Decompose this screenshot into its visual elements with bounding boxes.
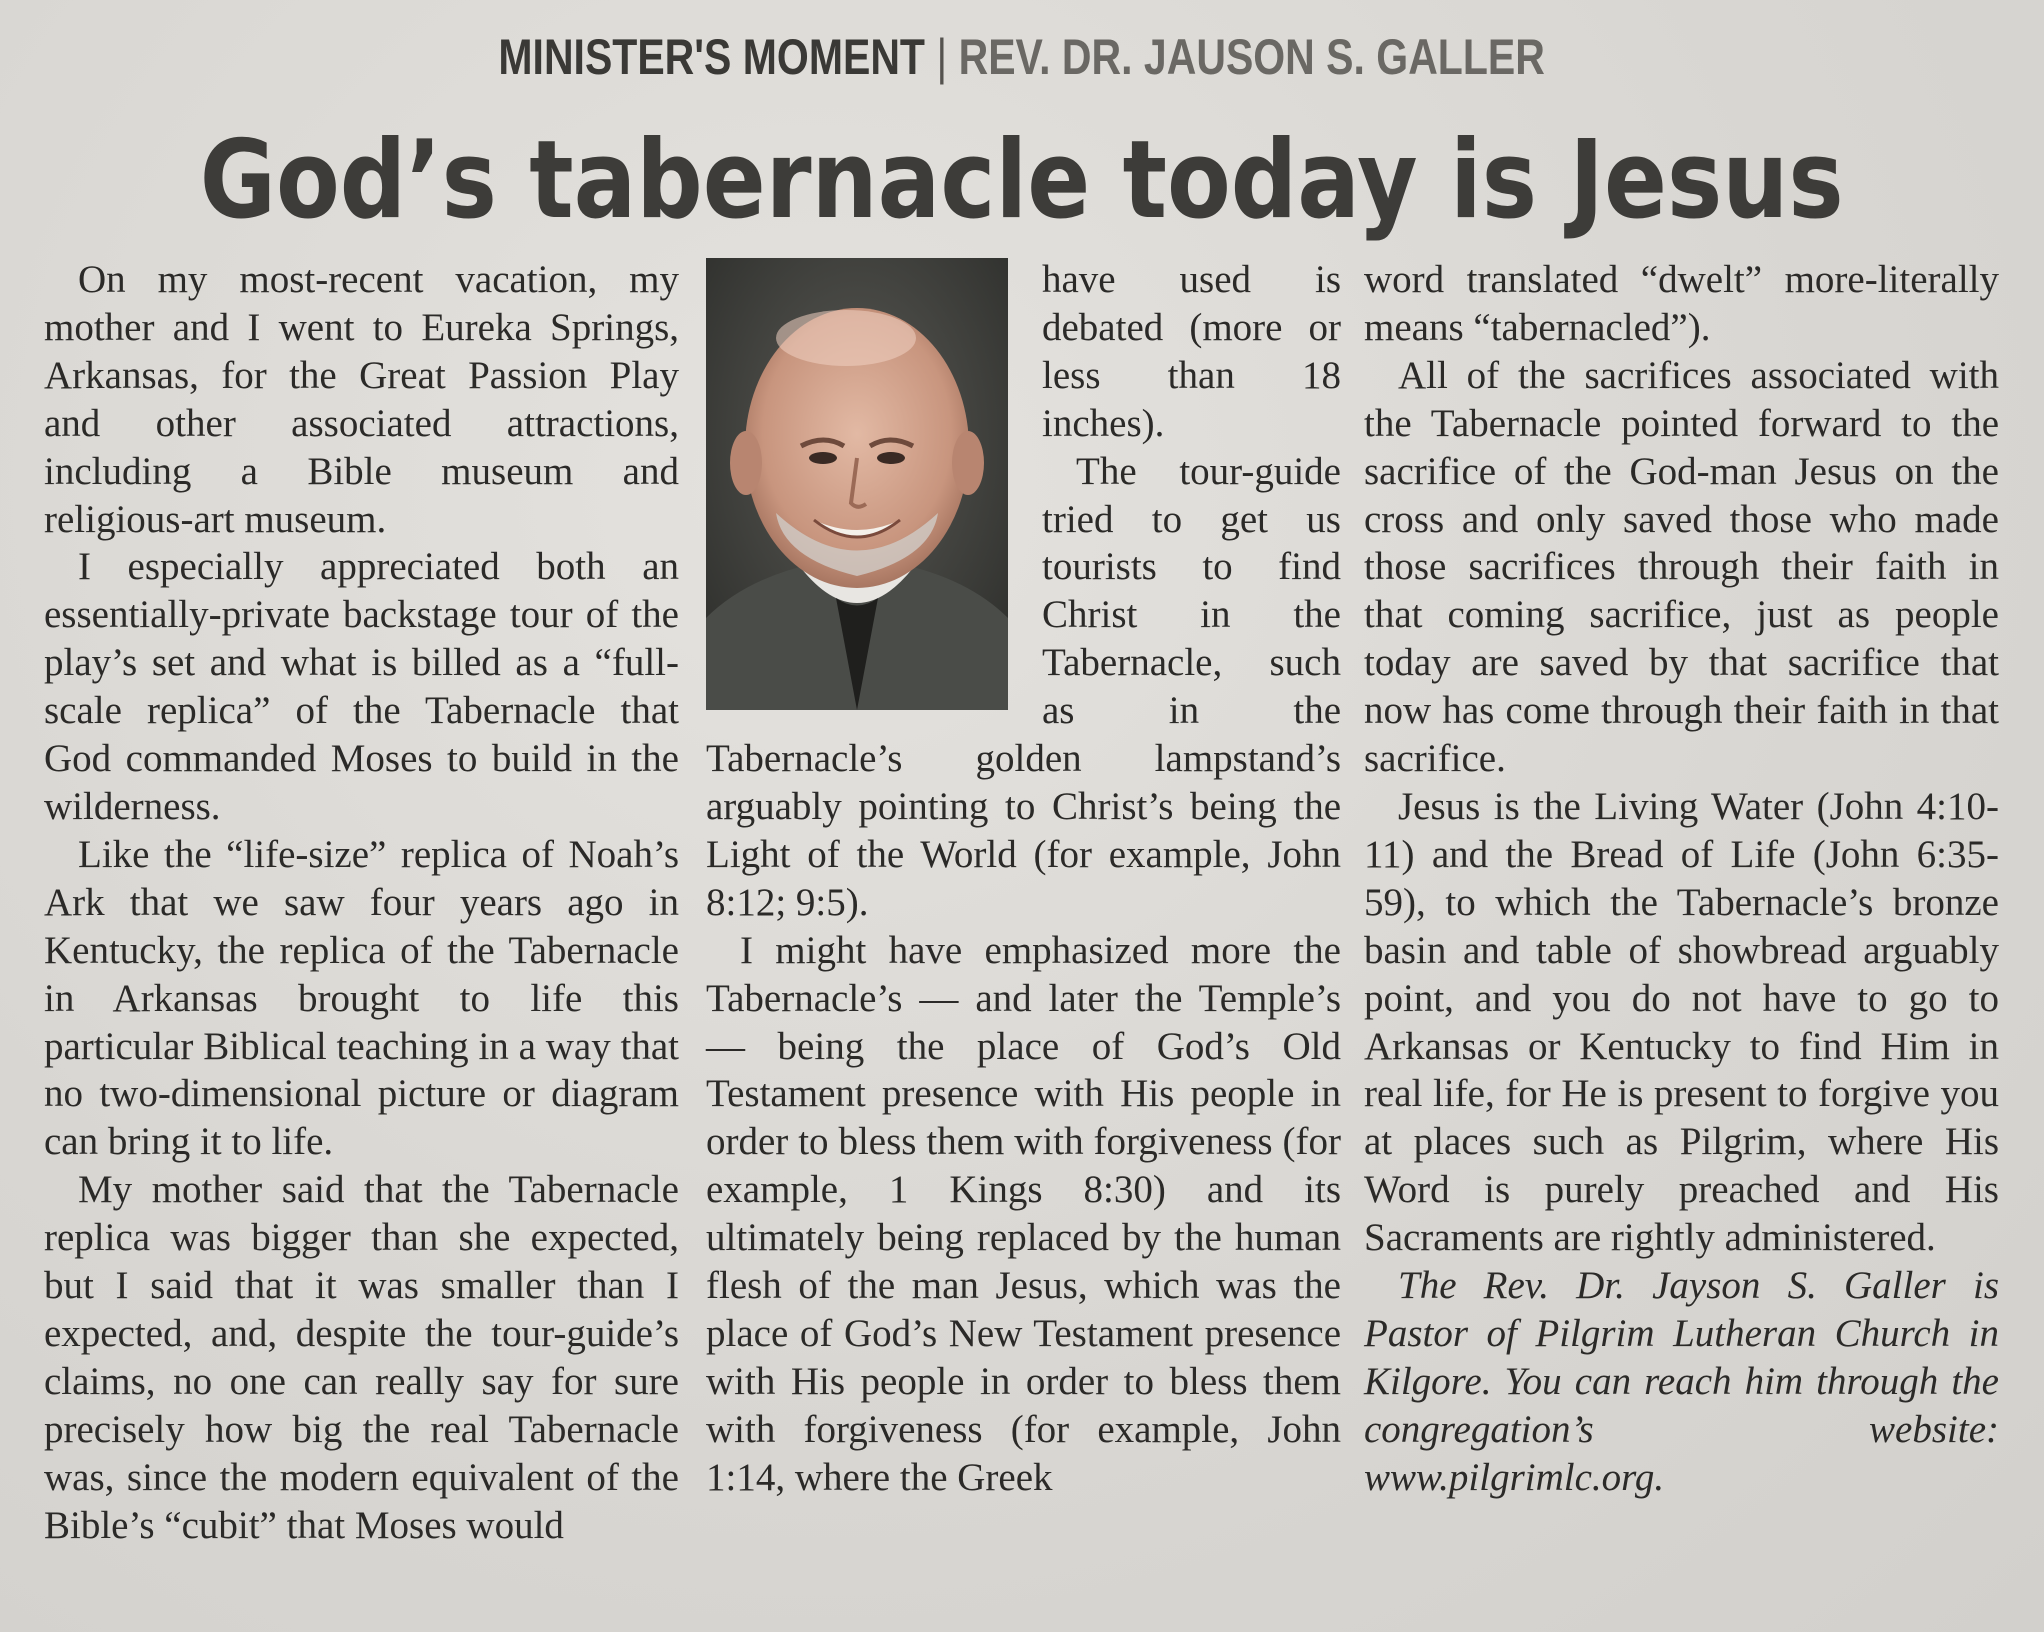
kicker-section: MINISTER'S MOMENT — [498, 29, 925, 85]
paragraph: Like the “life-size” replica of Noah’s Ark that we saw four years ago in Kentucky, the replica of the Tabernacle in Arkansas brought to life this particular Biblical teaching in a way that no two-dimensional picture or diagram can bring it to life. — [44, 832, 679, 1164]
paragraph: I especially appreciated both an essentially-private backstage tour of the play’s set and what is billed as a “full-scale replica” of the Tabernacle that God commanded Moses to build in the wilderness. — [44, 545, 679, 828]
author-portrait-image — [706, 258, 1008, 710]
author-bio: The Rev. Dr. Jayson S. Galler is Pastor of Pilgrim Lutheran Church in Kilgore. You can reach him through the congregation’s website: www.pilgrimlc.org. — [1364, 1264, 1999, 1499]
paragraph: Jesus is the Living Water (John 4:10-11) and the Bread of Life (John 6:35-59), to which the Tabernacle’s bronze basin and table of showbread arguably point, and you do not have to go to Arkansas or Kentucky to find Him in real life, for He is present to forgive you at places such as Pilgrim, where His Word is purely preached and His Sacraments are rightly administered. — [1364, 784, 1999, 1260]
kicker-author: REV. DR. JAUSON S. GALLER — [958, 29, 1545, 85]
article-column-1 — [44, 256, 679, 1549]
paragraph: The tour-guide tried to get us tourists to find Christ in the Tabernacle, such as in the Tabernacle’s golden lampstand’s arguably pointing to Christ’s being the Light of the World (for example, John 8:12; 9:5). — [706, 449, 1341, 924]
article-column-3 — [1364, 256, 1999, 1502]
paragraph: have used is debated (more or less than 18 inches). — [1042, 258, 1341, 445]
kicker-separator: | — [936, 29, 948, 85]
paragraph: My mother said that the Tabernacle replica was bigger than she expected, but I said that it was smaller than I expected, and, despite the tour-guide’s claims, no one can really say for sure precisely how big the real Tabernacle was, since the modern equivalent of the Bible’s “cubit” that Moses would — [44, 1168, 679, 1547]
paragraph: All of the sacrifices associated with the Tabernacle pointed forward to the sacrifice of the God-man Jesus on the cross and only saved those who made those sacrifices through their faith in that coming sacrifice, just as people today are saved by that sacrifice that now has come through their faith in that sacrifice. — [1364, 353, 1999, 781]
paragraph: On my most-recent vacation, my mother and I went to Eureka Springs, Arkansas, for the Great Passion Play and other associated attractions, including a Bible museum and religious-art museum. — [44, 258, 679, 541]
paragraph: I might have emphasized more the Tabernacle’s — and later the Temple’s — being the place of God’s Old Testament presence with His people in order to bless them with forgiveness (for example, 1 Kings 8:30) and its ultimately being replaced by the human flesh of the man Jesus, which was the place of God’s New Testament presence with His people in order to bless them with forgiveness (for example, John 1:14, where the Greek — [706, 928, 1341, 1499]
headline: God’s tabernacle today is Jesus — [199, 118, 1844, 243]
author-photo — [706, 258, 1008, 710]
column-kicker — [184, 28, 1860, 88]
article-column-2 — [706, 256, 1341, 1502]
paragraph: word translated “dwelt” more-literally means “tabernacled”). — [1364, 258, 1999, 349]
